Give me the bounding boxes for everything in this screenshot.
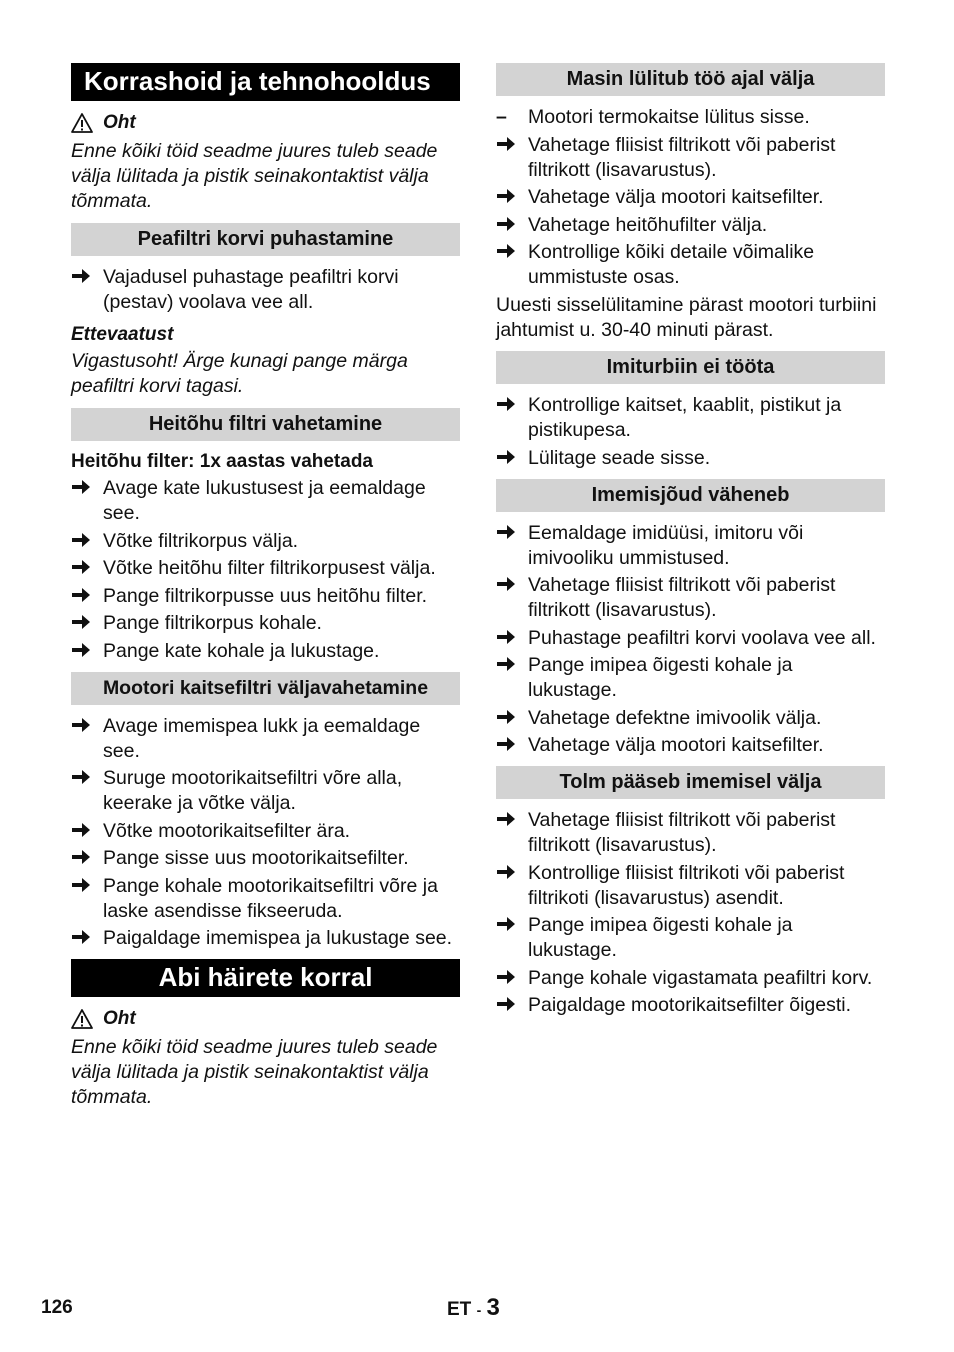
arrow-marker	[71, 639, 95, 664]
arrow-right-icon	[496, 655, 516, 673]
arrow-marker	[71, 529, 95, 554]
interval-label: Heitõhu filter: 1x aastas vahetada	[71, 451, 373, 472]
list-item	[496, 808, 885, 858]
list-item-text: Vahetage heitõhufilter välja.	[528, 213, 768, 236]
instruction-list	[496, 521, 885, 759]
arrow-right-icon	[496, 995, 516, 1013]
list-item-text: Vahetage välja mootori kaitsefilter.	[528, 734, 824, 756]
list-item	[496, 573, 885, 623]
arrow-right-icon	[71, 613, 91, 631]
dash-marker: –	[496, 106, 507, 128]
arrow-marker	[496, 733, 520, 758]
list-item-text: Pange imipea õigesti kohale ja lukustage.	[528, 654, 793, 701]
list-item-text: Pange filtrikorpusse uus heitõhu filter.	[103, 584, 428, 607]
arrow-right-icon	[496, 708, 516, 726]
instruction-list	[71, 476, 460, 664]
list-item-text: Vahetage fliisist filtrikott või paberist filtrikott (lisavarustus).	[528, 809, 836, 856]
arrow-right-icon	[496, 448, 516, 466]
arrow-right-icon	[496, 523, 516, 541]
list-item	[496, 966, 885, 991]
list-item	[496, 861, 885, 911]
arrow-marker	[496, 993, 520, 1018]
list-item	[496, 521, 885, 571]
arrow-marker	[71, 476, 95, 501]
arrow-marker	[496, 653, 520, 678]
arrow-marker	[496, 808, 520, 833]
cause-item: – Mootori termokaitse lülitus sisse.	[496, 106, 810, 128]
list-item-text: Eemaldage imidüüsi, imitoru või imivooliku ummistused.	[528, 521, 804, 569]
list-item	[71, 766, 460, 816]
arrow-right-icon	[71, 531, 91, 549]
language-code: ET	[447, 1299, 472, 1320]
list-item-text: Vahetage fliisist filtrikott või paberist filtrikott (lisavarustus).	[528, 574, 836, 621]
list-item-text: Vajadusel puhastage peafiltri korvi (pestav) voolava vee all.	[103, 266, 399, 313]
caution-text: Vigastusoht! Ärge kunagi pange märga peafiltri korvi tagasi.	[71, 350, 408, 397]
subsection-title: Heitõhu filtri vahetamine	[71, 408, 460, 441]
arrow-marker	[71, 846, 95, 871]
arrow-marker	[71, 766, 95, 791]
list-item-text: Pange kohale mootorikaitsefiltri võre ja laske asendisse fikseeruda.	[103, 874, 438, 922]
list-item	[71, 846, 460, 871]
list-item-text: Avage kate lukustusest ja eemaldage see.	[103, 477, 426, 524]
arrow-right-icon	[71, 848, 91, 866]
arrow-marker	[496, 913, 520, 938]
arrow-marker	[71, 611, 95, 636]
arrow-marker	[496, 446, 520, 471]
right-column	[496, 63, 885, 1026]
warning-triangle-icon	[71, 113, 93, 133]
list-item-text: Pange filtrikorpus kohale.	[103, 612, 322, 634]
arrow-marker	[496, 626, 520, 651]
cause-list	[496, 105, 885, 130]
arrow-marker	[71, 819, 95, 844]
arrow-marker	[496, 521, 520, 546]
arrow-right-icon	[496, 215, 516, 233]
left-column	[71, 63, 460, 1119]
arrow-right-icon	[71, 267, 91, 285]
arrow-marker	[71, 265, 95, 290]
list-item	[71, 611, 460, 636]
instruction-list	[71, 714, 460, 952]
warning-label: Oht	[103, 112, 136, 133]
list-item-text: Pange kohale vigastamata peafiltri korv.	[528, 966, 873, 989]
list-item-text: Pange imipea õigesti kohale ja lukustage.	[528, 914, 793, 961]
warning-text: Enne kõiki töid seadme juures tuleb seade välja lülitada ja pistik seinakontaktist välja tõmmata.	[71, 1036, 438, 1108]
instruction-list	[496, 393, 885, 471]
list-item	[71, 874, 460, 924]
arrow-right-icon	[496, 395, 516, 413]
caution-label: Ettevaatust	[71, 324, 174, 345]
list-item	[71, 584, 460, 609]
arrow-right-icon	[496, 735, 516, 753]
arrow-marker	[71, 556, 95, 581]
arrow-marker	[496, 393, 520, 418]
restart-note: Uuesti sisselülitamine pärast mootori turbiini jahtumist u. 30-40 minuti pärast.	[496, 294, 877, 341]
list-item	[71, 476, 460, 526]
danger-warning-heading	[71, 1007, 460, 1031]
section-title-troubleshooting: Abi häirete korral	[71, 959, 460, 997]
arrow-right-icon	[71, 928, 91, 946]
arrow-right-icon	[496, 810, 516, 828]
arrow-marker	[71, 584, 95, 609]
warning-label: Oht	[103, 1008, 136, 1029]
arrow-right-icon	[71, 876, 91, 894]
list-item-text: Pange kate kohale ja lukustage.	[103, 639, 380, 662]
instruction-list	[496, 133, 885, 291]
arrow-right-icon	[71, 558, 91, 576]
arrow-right-icon	[71, 768, 91, 786]
list-item-text: Kontrollige fliisist filtrikoti või paberist filtrikoti (lisavarustus) asendit.	[528, 861, 845, 909]
list-item-text: Avage imemispea lukk ja eemaldage see.	[103, 714, 421, 762]
subsection-title: Imemisjõud väheneb	[496, 479, 885, 512]
list-item-text: Lülitage seade sisse.	[528, 446, 711, 469]
arrow-right-icon	[71, 821, 91, 839]
list-item	[496, 240, 885, 290]
arrow-marker	[496, 213, 520, 238]
subsection-title: Mootori kaitsefiltri väljavahetamine	[71, 672, 460, 705]
list-item	[496, 733, 885, 758]
list-item	[496, 213, 885, 238]
list-item	[71, 926, 460, 951]
arrow-marker	[71, 926, 95, 951]
list-item	[71, 556, 460, 581]
list-item	[496, 133, 885, 183]
list-item	[496, 913, 885, 963]
warning-triangle-icon	[71, 1009, 93, 1029]
list-item-text: Paigaldage imemispea ja lukustage see.	[103, 927, 453, 949]
arrow-right-icon	[496, 575, 516, 593]
warning-text: Enne kõiki töid seadme juures tuleb seade välja lülitada ja pistik seinakontaktist välja tõmmata.	[71, 140, 438, 212]
arrow-marker	[71, 874, 95, 899]
arrow-right-icon	[496, 187, 516, 205]
page-number: 126	[41, 1297, 73, 1318]
section-title-maintenance: Korrashoid ja tehnohooldus	[71, 63, 460, 101]
list-item-text: Vahetage välja mootori kaitsefilter.	[528, 186, 824, 208]
arrow-right-icon	[71, 716, 91, 734]
list-item	[496, 706, 885, 731]
list-item	[71, 714, 460, 764]
list-item-text: Vahetage fliisist filtrikott või paberist filtrikott (lisavarustus).	[528, 133, 836, 181]
subsection-title: Tolm pääseb imemisel välja	[496, 766, 885, 799]
list-item	[496, 185, 885, 210]
arrow-marker	[496, 573, 520, 598]
instruction-list	[71, 265, 460, 315]
arrow-right-icon	[496, 863, 516, 881]
list-item-text: Võtke heitõhu filter filtrikorpusest välja.	[103, 557, 436, 579]
list-item-text: Suruge mootorikaitsefiltri võre alla, keerake ja võtke välja.	[103, 767, 403, 814]
section-page-number: 3	[486, 1294, 500, 1321]
arrow-marker	[496, 861, 520, 886]
arrow-right-icon	[496, 628, 516, 646]
arrow-marker	[71, 714, 95, 739]
list-item	[496, 446, 885, 471]
arrow-right-icon	[71, 586, 91, 604]
list-item	[496, 626, 885, 651]
arrow-right-icon	[71, 478, 91, 496]
arrow-right-icon	[71, 641, 91, 659]
list-item	[496, 653, 885, 703]
arrow-right-icon	[496, 242, 516, 260]
arrow-right-icon	[496, 968, 516, 986]
arrow-right-icon	[496, 915, 516, 933]
list-item	[71, 265, 460, 315]
list-item	[71, 529, 460, 554]
language-page-code	[447, 1294, 500, 1322]
arrow-marker	[496, 966, 520, 991]
list-item	[71, 819, 460, 844]
list-item-text: Võtke filtrikorpus välja.	[103, 529, 299, 552]
arrow-marker	[496, 133, 520, 158]
arrow-marker	[496, 240, 520, 265]
list-item-text: Kontrollige kõiki detaile võimalike ummistuste osas.	[528, 241, 815, 288]
list-item-text: Puhastage peafiltri korvi voolava vee all.	[528, 626, 876, 649]
list-item	[496, 993, 885, 1018]
instruction-list	[496, 808, 885, 1018]
list-item-text: Kontrollige kaitset, kaablit, pistikut ja pistikupesa.	[528, 394, 842, 441]
subsection-title: Masin lülitub töö ajal välja	[496, 63, 885, 96]
arrow-marker	[496, 706, 520, 731]
arrow-right-icon	[496, 135, 516, 153]
list-item	[71, 639, 460, 664]
list-item-text: Paigaldage mootorikaitsefilter õigesti.	[528, 994, 852, 1016]
list-item-text: Vahetage defektne imivoolik välja.	[528, 706, 822, 729]
subsection-title: Peafiltri korvi puhastamine	[71, 223, 460, 256]
list-item	[496, 393, 885, 443]
list-item-text: Võtke mootorikaitsefilter ära.	[103, 819, 351, 842]
subsection-title: Imiturbiin ei tööta	[496, 351, 885, 384]
danger-warning-heading	[71, 111, 460, 135]
arrow-marker	[496, 185, 520, 210]
separator: -	[476, 1302, 482, 1318]
list-item-text: Pange sisse uus mootorikaitsefilter.	[103, 847, 409, 869]
